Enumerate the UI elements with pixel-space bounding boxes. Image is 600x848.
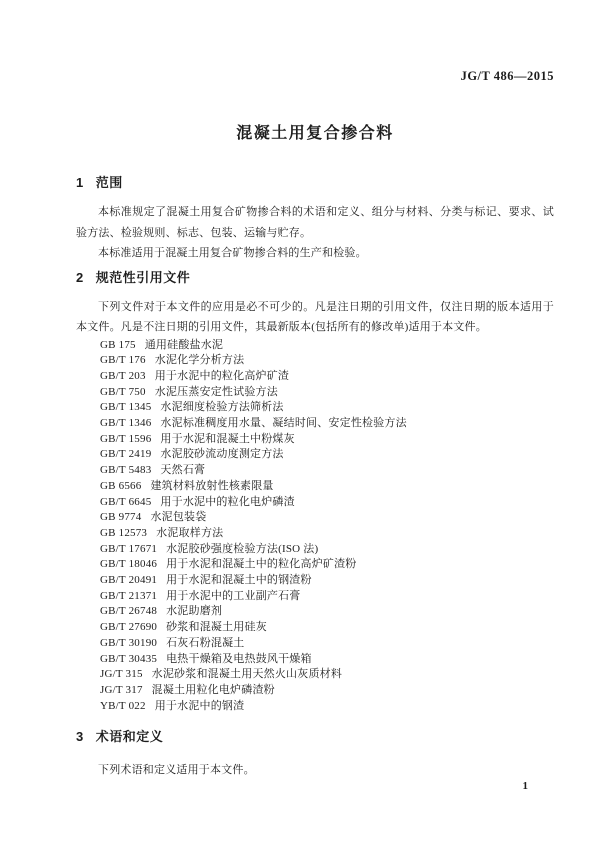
- reference-title: 混凝土用粒化电炉磷渣粉: [151, 683, 275, 696]
- reference-list: [76, 338, 554, 715]
- reference-code: GB/T 21371: [100, 589, 158, 602]
- reference-title: 电热干燥箱及电热鼓风干燥箱: [166, 652, 312, 665]
- section-heading: [76, 730, 554, 744]
- reference-title: 石灰石粉混凝土: [166, 636, 245, 649]
- reference-item: [100, 542, 554, 558]
- reference-code: JG/T 317: [100, 683, 143, 696]
- standard-number: JG/T 486—2015: [460, 69, 554, 83]
- reference-title: 通用硅酸盐水泥: [144, 338, 224, 351]
- reference-code: GB/T 5483: [100, 464, 152, 477]
- reference-title: 水泥胶砂流动度测定方法: [160, 448, 284, 461]
- reference-title: 用于水泥中的工业副产石膏: [166, 589, 301, 602]
- reference-title: 砂浆和混凝土用硅灰: [166, 621, 267, 634]
- page-number: 1: [522, 780, 528, 792]
- section-paragraphs: [76, 760, 554, 781]
- reference-code: GB 6566: [100, 479, 142, 492]
- section-title: 术语和定义: [95, 729, 164, 745]
- reference-title: 建筑材料放射性核素限量: [150, 479, 274, 492]
- reference-item: [100, 683, 554, 699]
- reference-item: [100, 369, 554, 385]
- section-heading: [76, 176, 554, 190]
- reference-item: [100, 699, 554, 715]
- reference-title: 用于水泥中的粒化电炉磷渣: [160, 495, 295, 508]
- reference-title: 水泥砂浆和混凝土用天然火山灰质材料: [151, 668, 343, 681]
- reference-item: [100, 667, 554, 683]
- reference-code: GB/T 26748: [100, 605, 158, 618]
- reference-code: GB/T 27690: [100, 621, 158, 634]
- section-scope: [76, 176, 554, 264]
- reference-title: 水泥细度检验方法筛析法: [160, 401, 284, 414]
- reference-code: GB/T 1345: [100, 401, 152, 414]
- paragraph: 下列术语和定义适用于本文件。: [98, 764, 255, 777]
- reference-code: GB/T 750: [100, 385, 146, 398]
- reference-code: YB/T 022: [100, 699, 146, 712]
- section-terms-definitions: [76, 730, 554, 781]
- section-normative-references: [76, 271, 554, 715]
- reference-item: [100, 636, 554, 652]
- reference-code: GB/T 203: [100, 369, 146, 382]
- reference-item: [100, 604, 554, 620]
- reference-item: [100, 353, 554, 369]
- reference-code: GB/T 30435: [100, 652, 158, 665]
- reference-code: GB/T 18046: [100, 558, 158, 571]
- reference-code: GB/T 30190: [100, 636, 158, 649]
- reference-item: [100, 385, 554, 401]
- paragraph: 本标准适用于混凝土用复合矿物掺合料的生产和检验。: [98, 247, 367, 259]
- reference-item: [100, 400, 554, 416]
- reference-item: [100, 479, 554, 495]
- reference-code: GB 12573: [100, 526, 148, 539]
- reference-code: GB/T 6645: [100, 495, 152, 508]
- reference-title: 水泥化学分析方法: [154, 354, 245, 367]
- reference-title: 水泥助磨剂: [166, 605, 223, 618]
- reference-code: GB 9774: [100, 511, 142, 524]
- reference-item: [100, 416, 554, 432]
- paragraph: 本标准规定了混凝土用复合矿物掺合料的术语和定义、组分与材料、分类与标记、要求、试验方法、检验规则、标志、包装、运输与贮存。: [76, 206, 554, 239]
- paragraph: 下列文件对于本文件的应用是必不可少的。凡是注日期的引用文件，仅注日期的版本适用于本文件。凡是不注日期的引用文件，其最新版本(包括所有的修改单)适用于本文件。: [76, 300, 554, 333]
- reference-code: GB/T 1346: [100, 417, 152, 430]
- reference-title: 水泥包装袋: [150, 511, 207, 524]
- reference-item: [100, 463, 554, 479]
- reference-title: 水泥标准稠度用水量、凝结时间、安定性检验方法: [160, 417, 407, 430]
- reference-title: 用于水泥和混凝土中的钢渣粉: [166, 574, 312, 587]
- reference-code: JG/T 315: [100, 668, 143, 681]
- reference-title: 用于水泥中的钢渣: [154, 699, 245, 712]
- section-number: 3: [76, 729, 84, 745]
- reference-title: 水泥压蒸安定性试验方法: [154, 385, 278, 398]
- reference-item: [100, 573, 554, 589]
- reference-item: [100, 495, 554, 511]
- reference-title: 用于水泥和混凝土中的粒化高炉矿渣粉: [166, 558, 357, 571]
- reference-code: GB/T 2419: [100, 448, 152, 461]
- reference-item: [100, 432, 554, 448]
- section-paragraphs: [76, 202, 554, 264]
- section-paragraphs: [76, 297, 554, 338]
- reference-code: GB/T 17671: [100, 542, 158, 555]
- section-title: 规范性引用文件: [95, 269, 191, 285]
- reference-code: GB/T 20491: [100, 574, 158, 587]
- reference-item: [100, 510, 554, 526]
- section-number: 1: [76, 175, 84, 190]
- reference-item: [100, 620, 554, 636]
- section-heading: [76, 271, 554, 285]
- reference-item: [100, 652, 554, 668]
- reference-code: GB 175: [100, 338, 136, 351]
- section-title: 范围: [95, 175, 123, 190]
- reference-item: [100, 447, 554, 463]
- reference-item: [100, 557, 554, 573]
- reference-title: 水泥胶砂强度检验方法(ISO 法): [166, 542, 319, 555]
- reference-item: [100, 526, 554, 542]
- reference-title: 用于水泥和混凝土中粉煤灰: [160, 432, 295, 445]
- reference-title: 用于水泥中的粒化高炉矿渣: [154, 369, 290, 382]
- reference-code: GB/T 1596: [100, 432, 152, 445]
- reference-item: [100, 589, 554, 605]
- reference-title: 天然石膏: [160, 464, 206, 477]
- reference-item: [100, 338, 554, 354]
- document-title: 混凝土用复合掺合料: [236, 125, 394, 142]
- reference-code: GB/T 176: [100, 354, 146, 367]
- reference-title: 水泥取样方法: [156, 526, 224, 539]
- section-number: 2: [76, 269, 84, 285]
